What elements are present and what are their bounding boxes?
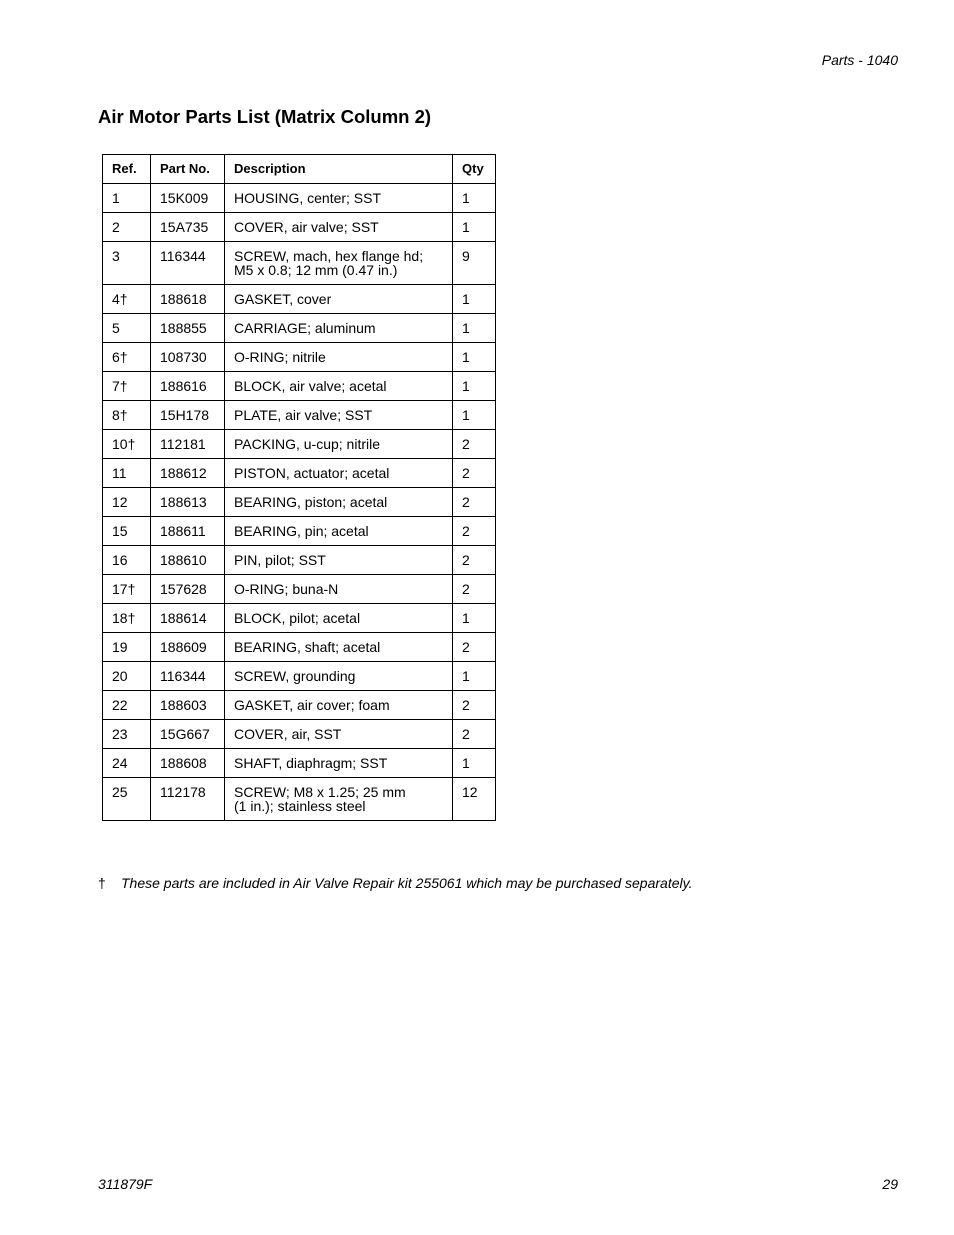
cell-qty: 2 (453, 720, 496, 749)
description-line: CARRIAGE; aluminum (234, 320, 376, 336)
cell-ref: 7† (103, 372, 151, 401)
table-row (103, 633, 496, 662)
cell-part-no: 188616 (151, 372, 225, 401)
parts-table (102, 154, 496, 821)
cell-ref: 18† (103, 604, 151, 633)
cell-qty: 2 (453, 488, 496, 517)
description-line: BEARING, shaft; acetal (234, 639, 381, 655)
table-row (103, 575, 496, 604)
description-line: (1 in.); stainless steel (234, 798, 366, 814)
table-row (103, 488, 496, 517)
cell-description (225, 242, 453, 285)
cell-ref: 8† (103, 401, 151, 430)
cell-part-no: 188612 (151, 459, 225, 488)
description-line: HOUSING, center; SST (234, 190, 382, 206)
cell-ref: 1 (103, 184, 151, 213)
column-header-part-no: Part No. (151, 155, 225, 184)
cell-qty: 1 (453, 213, 496, 242)
cell-qty: 12 (453, 778, 496, 821)
cell-description (225, 314, 453, 343)
table-row (103, 184, 496, 213)
description-line: BLOCK, pilot; acetal (234, 610, 361, 626)
table-row (103, 546, 496, 575)
cell-qty: 1 (453, 184, 496, 213)
cell-ref: 16 (103, 546, 151, 575)
column-header-description: Description (225, 155, 453, 184)
footnote (98, 875, 692, 891)
cell-qty: 1 (453, 314, 496, 343)
cell-part-no: 157628 (151, 575, 225, 604)
cell-qty: 1 (453, 604, 496, 633)
cell-part-no: 15A735 (151, 213, 225, 242)
cell-qty: 2 (453, 633, 496, 662)
description-line: BEARING, pin; acetal (234, 523, 369, 539)
cell-description (225, 546, 453, 575)
cell-description (225, 430, 453, 459)
cell-qty: 1 (453, 343, 496, 372)
cell-ref: 5 (103, 314, 151, 343)
table-row (103, 691, 496, 720)
cell-part-no: 112181 (151, 430, 225, 459)
cell-description (225, 517, 453, 546)
cell-ref: 12 (103, 488, 151, 517)
cell-part-no: 188611 (151, 517, 225, 546)
description-line: PISTON, actuator; acetal (234, 465, 390, 481)
cell-description (225, 720, 453, 749)
table-row (103, 604, 496, 633)
cell-part-no: 116344 (151, 662, 225, 691)
description-line: GASKET, air cover; foam (234, 697, 390, 713)
cell-description (225, 575, 453, 604)
description-line: M5 x 0.8; 12 mm (0.47 in.) (234, 262, 398, 278)
cell-qty: 1 (453, 285, 496, 314)
cell-part-no: 188855 (151, 314, 225, 343)
description-line: BLOCK, air valve; acetal (234, 378, 387, 394)
cell-part-no: 188608 (151, 749, 225, 778)
cell-description (225, 285, 453, 314)
cell-qty: 2 (453, 546, 496, 575)
running-header: Parts - 1040 (821, 52, 898, 68)
cell-ref: 3 (103, 242, 151, 285)
cell-part-no: 188609 (151, 633, 225, 662)
table-row (103, 285, 496, 314)
description-line: PIN, pilot; SST (234, 552, 326, 568)
cell-ref: 22 (103, 691, 151, 720)
cell-qty: 2 (453, 430, 496, 459)
cell-description (225, 184, 453, 213)
cell-description (225, 459, 453, 488)
cell-ref: 11 (103, 459, 151, 488)
cell-description (225, 213, 453, 242)
column-header-ref: Ref. (103, 155, 151, 184)
cell-ref: 25 (103, 778, 151, 821)
cell-ref: 24 (103, 749, 151, 778)
description-line: O-RING; nitrile (234, 349, 326, 365)
description-line: GASKET, cover (234, 291, 332, 307)
cell-description (225, 691, 453, 720)
cell-description (225, 778, 453, 821)
cell-ref: 10† (103, 430, 151, 459)
table-row (103, 662, 496, 691)
table-row (103, 314, 496, 343)
cell-ref: 17† (103, 575, 151, 604)
table-row (103, 459, 496, 488)
document-number: 311879F (98, 1176, 153, 1192)
cell-ref: 6† (103, 343, 151, 372)
cell-qty: 1 (453, 749, 496, 778)
description-line: PLATE, air valve; SST (234, 407, 373, 423)
cell-part-no: 188603 (151, 691, 225, 720)
cell-qty: 1 (453, 372, 496, 401)
description-line: SCREW, grounding (234, 668, 356, 684)
cell-description (225, 662, 453, 691)
table-header-row (103, 155, 496, 184)
page-title: Air Motor Parts List (Matrix Column 2) (98, 106, 432, 127)
cell-part-no: 112178 (151, 778, 225, 821)
description-line: BEARING, piston; acetal (234, 494, 388, 510)
cell-ref: 4† (103, 285, 151, 314)
table-row (103, 778, 496, 821)
cell-part-no: 188610 (151, 546, 225, 575)
table-row (103, 242, 496, 285)
cell-description (225, 749, 453, 778)
description-line: O-RING; buna-N (234, 581, 339, 597)
table-row (103, 343, 496, 372)
page-number: 29 (882, 1176, 898, 1192)
cell-qty: 1 (453, 401, 496, 430)
cell-qty: 2 (453, 575, 496, 604)
cell-ref: 15 (103, 517, 151, 546)
cell-part-no: 15G667 (151, 720, 225, 749)
description-line: SHAFT, diaphragm; SST (234, 755, 388, 771)
footnote-symbol: † (98, 875, 106, 891)
table-row (103, 430, 496, 459)
parts-table-body (103, 184, 496, 821)
cell-description (225, 604, 453, 633)
cell-qty: 2 (453, 459, 496, 488)
cell-description (225, 633, 453, 662)
column-header-qty: Qty (453, 155, 496, 184)
table-row (103, 213, 496, 242)
cell-part-no: 188613 (151, 488, 225, 517)
cell-description (225, 488, 453, 517)
description-line: COVER, air valve; SST (234, 219, 379, 235)
cell-qty: 9 (453, 242, 496, 285)
description-line: SCREW; M8 x 1.25; 25 mm (234, 784, 406, 800)
cell-qty: 2 (453, 517, 496, 546)
cell-part-no: 188618 (151, 285, 225, 314)
cell-ref: 19 (103, 633, 151, 662)
cell-part-no: 15H178 (151, 401, 225, 430)
description-line: PACKING, u-cup; nitrile (234, 436, 381, 452)
description-line: COVER, air, SST (234, 726, 342, 742)
cell-description (225, 401, 453, 430)
cell-part-no: 108730 (151, 343, 225, 372)
footnote-text: These parts are included in Air Valve Repair kit 255061 which may be purchased separately. (121, 875, 693, 891)
table-row (103, 720, 496, 749)
cell-part-no: 116344 (151, 242, 225, 285)
cell-description (225, 372, 453, 401)
cell-ref: 20 (103, 662, 151, 691)
table-row (103, 517, 496, 546)
cell-ref: 2 (103, 213, 151, 242)
cell-qty: 2 (453, 691, 496, 720)
cell-part-no: 15K009 (151, 184, 225, 213)
table-row (103, 372, 496, 401)
cell-part-no: 188614 (151, 604, 225, 633)
table-row (103, 749, 496, 778)
cell-ref: 23 (103, 720, 151, 749)
cell-qty: 1 (453, 662, 496, 691)
description-line: SCREW, mach, hex flange hd; (234, 248, 424, 264)
cell-description (225, 343, 453, 372)
table-row (103, 401, 496, 430)
